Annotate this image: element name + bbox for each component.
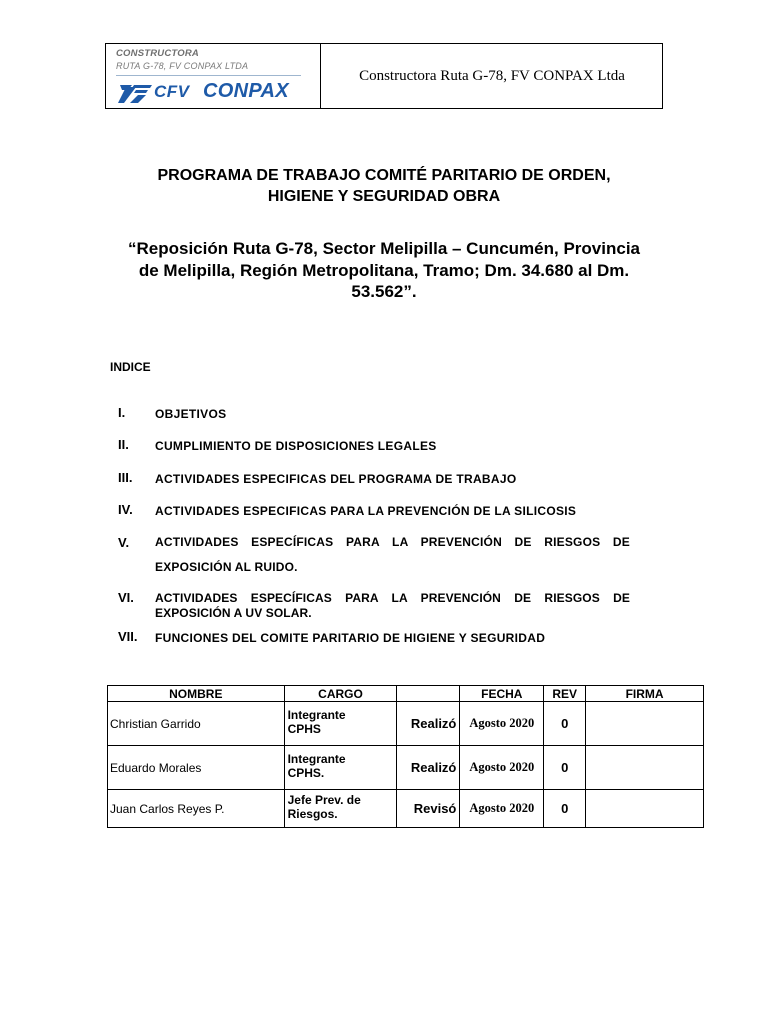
document-header [105,43,663,109]
index-item-2: CUMPLIMIENTO DE DISPOSICIONES LEGALES [155,439,437,453]
cargo-line-1: Integrante [287,752,346,766]
company-logo [106,44,320,108]
cell-firma [586,746,704,790]
title-line-1: PROGRAMA DE TRABAJO COMITÉ PARITARIO DE ORDEN, [157,167,611,184]
approval-table [107,685,704,828]
project-title [100,238,668,303]
logo-conpax-text: CONPAX [203,80,289,102]
cell-cargo [284,702,397,746]
index-number-6: VI. [118,590,134,605]
index-item-6: ACTIVIDADES ESPECÍFICAS PARA LA PREVENCIÓN DE RIESGOS DE EXPOSICIÓN A UV SOLAR. [155,591,630,620]
cell-accion: Realizó [397,746,460,790]
project-line-3: 53.562”. [351,282,417,301]
logo-line-2: RUTA G-78, FV CONPAX LTDA [116,61,249,71]
cell-nombre: Juan Carlos Reyes P. [108,790,285,828]
header-accion [397,686,460,702]
table-row [108,702,704,746]
cell-nombre: Christian Garrido [108,702,285,746]
logo-line-1: CONSTRUCTORA [116,48,199,59]
index-number-7: VII. [118,629,138,644]
header-fecha: FECHA [460,686,544,702]
index-number-2: II. [118,437,129,452]
header-rev: REV [544,686,586,702]
project-line-1: “Reposición Ruta G-78, Sector Melipilla – Cuncumén, Provincia [127,239,640,258]
header-cargo: CARGO [284,686,397,702]
index-item-7: FUNCIONES DEL COMITE PARITARIO DE HIGIENE Y SEGURIDAD [155,631,546,645]
company-title: Constructora Ruta G-78, FV CONPAX Ltda [359,67,625,84]
table-row [108,790,704,828]
project-line-2: de Melipilla, Región Metropolitana, Tramo; Dm. 34.680 al Dm. [138,260,630,280]
index-item-4: ACTIVIDADES ESPECIFICAS PARA LA PREVENCIÓN DE LA SILICOSIS [155,504,577,518]
index-heading: INDICE [110,360,151,374]
cell-rev: 0 [544,746,586,790]
header-nombre: NOMBRE [108,686,285,702]
cell-firma [586,790,704,828]
cell-firma [586,702,704,746]
document-title [100,165,668,207]
header-firma: FIRMA [586,686,704,702]
table-header-row [108,686,704,702]
header-divider [320,44,321,108]
index-number-3: III. [118,470,133,485]
cfv-mark-icon [118,81,154,105]
index-item-5: ACTIVIDADES ESPECÍFICAS PARA LA PREVENCIÓN DE RIESGOS DE EXPOSICIÓN AL RUIDO. [155,535,630,574]
cell-nombre: Eduardo Morales [108,746,285,790]
cell-fecha: Agosto 2020 [460,746,544,790]
index-number-1: I. [118,405,126,420]
cell-cargo [284,746,397,790]
logo-cfv-text: CFV [154,82,190,101]
logo-divider [116,75,301,76]
index-item-3: ACTIVIDADES ESPECIFICAS DEL PROGRAMA DE TRABAJO [155,472,517,486]
table-row [108,746,704,790]
cell-fecha: Agosto 2020 [460,702,544,746]
index-number-4: IV. [118,502,133,517]
cell-accion: Revisó [397,790,460,828]
cell-cargo [284,790,397,828]
cell-rev: 0 [544,790,586,828]
cargo-line-2: CPHS. [287,766,325,780]
cell-rev: 0 [544,702,586,746]
cargo-line-1: Integrante [287,708,346,722]
cell-fecha: Agosto 2020 [460,790,544,828]
cargo-line-1: Jefe Prev. de [287,793,361,807]
cargo-line-2: CPHS [287,722,321,736]
index-item-1: OBJETIVOS [155,407,227,421]
cargo-line-2: Riesgos. [287,807,338,821]
index-number-5: V. [118,535,130,550]
cell-accion: Realizó [397,702,460,746]
title-line-2: HIGIENE Y SEGURIDAD OBRA [267,188,501,205]
